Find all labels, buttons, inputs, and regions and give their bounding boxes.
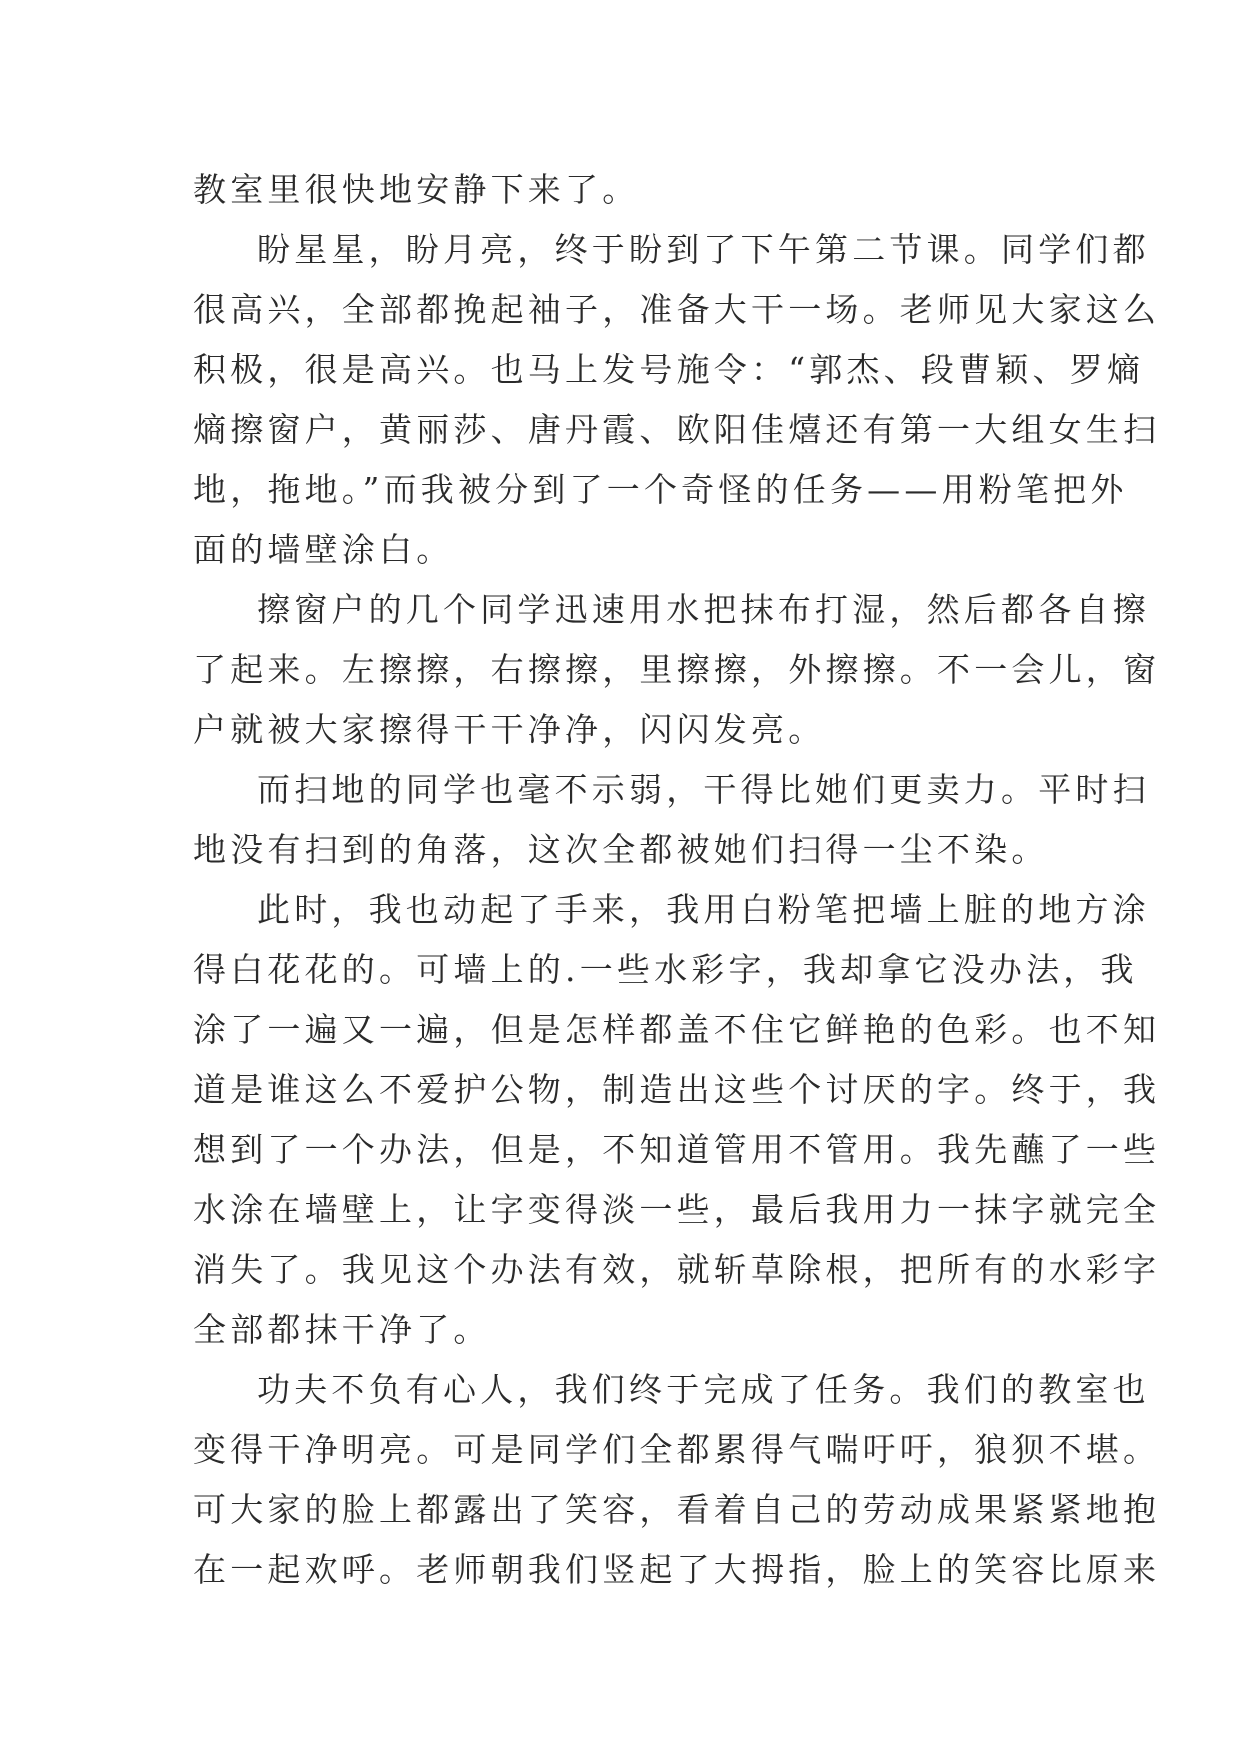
text-line: 变得干净明亮。可是同学们全都累得气喘吁吁，狼狈不堪。: [193, 1430, 1161, 1469]
text-line: 涂了一遍又一遍，但是怎样都盖不住它鲜艳的色彩。也不知: [193, 1010, 1161, 1049]
text-line: 道是谁这么不爱护公物，制造出这些个讨厌的字。终于，我: [193, 1070, 1161, 1109]
essay-body: [193, 160, 1161, 1600]
text-line: 全部都抹干净了。: [193, 1310, 491, 1349]
text-line: 熵擦窗户，黄丽莎、唐丹霞、欧阳佳熺还有第一大组女生扫: [193, 410, 1161, 449]
text-line: 户就被大家擦得干干净净，闪闪发亮。: [193, 710, 826, 749]
text-line: 地，拖地。”而我被分到了一个奇怪的任务——用粉笔把外: [193, 470, 1128, 509]
text-line: 想到了一个办法，但是，不知道管用不管用。我先蘸了一些: [193, 1130, 1161, 1169]
text-line: 积极，很是高兴。也马上发号施令：“郭杰、段曹颖、罗熵: [193, 350, 1145, 389]
text-line: 地没有扫到的角落，这次全都被她们扫得一尘不染。: [193, 830, 1049, 869]
text-line: 水涂在墙壁上，让字变得淡一些，最后我用力一抹字就完全: [193, 1190, 1161, 1229]
text-line: 得白花花的。可墙上的.一些水彩字，我却拿它没办法，我: [193, 950, 1138, 989]
paragraph-start-line: 功夫不负有心人，我们终于完成了任务。我们的教室也: [257, 1370, 1150, 1409]
text-line: 教室里很快地安静下来了。: [193, 170, 640, 209]
text-line: 很高兴，全部都挽起袖子，准备大干一场。老师见大家这么: [193, 290, 1161, 329]
paragraph-start-line: 此时，我也动起了手来，我用白粉笔把墙上脏的地方涂: [257, 890, 1150, 929]
text-line: 消失了。我见这个办法有效，就斩草除根，把所有的水彩字: [193, 1250, 1161, 1289]
paragraph-start-line: 盼星星，盼月亮，终于盼到了下午第二节课。同学们都: [257, 230, 1150, 269]
text-line: 了起来。左擦擦，右擦擦，里擦擦，外擦擦。不一会儿，窗: [193, 650, 1161, 689]
paragraph-start-line: 而扫地的同学也毫不示弱，干得比她们更卖力。平时扫: [257, 770, 1150, 809]
paragraph-start-line: 擦窗户的几个同学迅速用水把抹布打湿，然后都各自擦: [257, 590, 1150, 629]
text-line: 可大家的脸上都露出了笑容，看着自己的劳动成果紧紧地抱: [193, 1490, 1161, 1529]
text-line: 面的墙壁涂白。: [193, 530, 454, 569]
text-line: 在一起欢呼。老师朝我们竖起了大拇指，脸上的笑容比原来: [193, 1550, 1161, 1589]
